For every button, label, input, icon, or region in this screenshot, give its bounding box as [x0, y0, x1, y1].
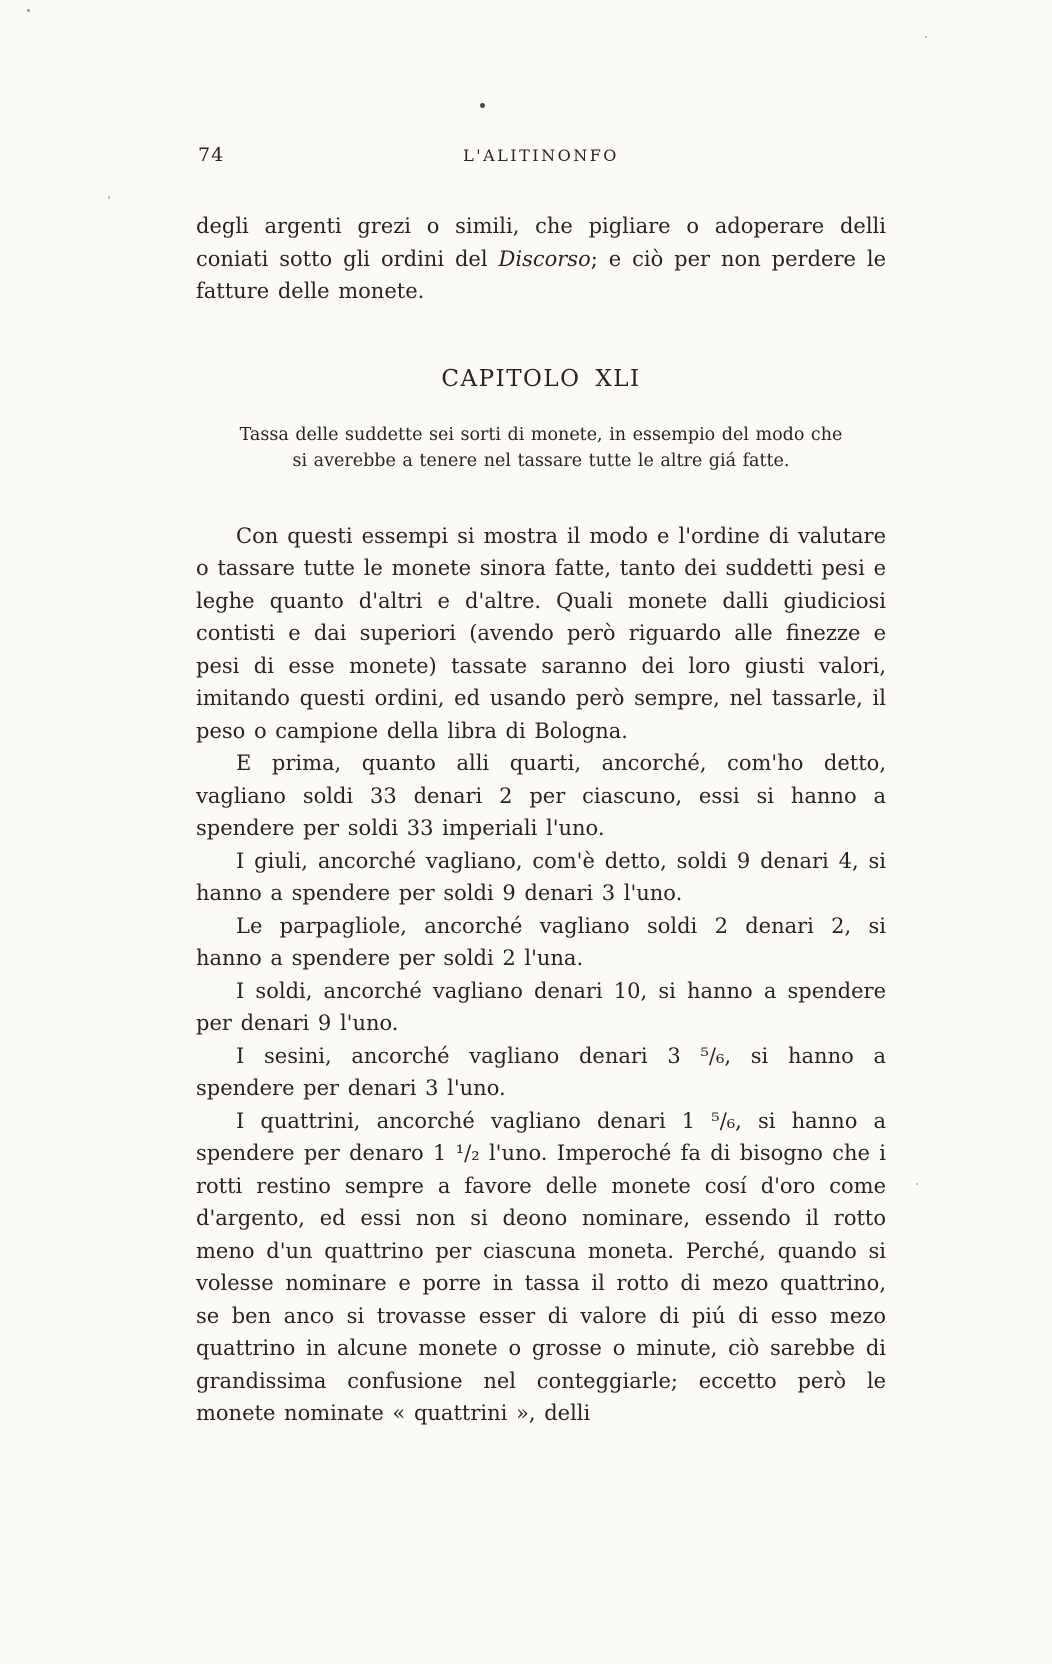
page-header [196, 144, 886, 170]
scan-speck [925, 36, 927, 38]
scan-speck [27, 9, 30, 12]
scan-speck [480, 103, 485, 108]
italic-term-discorso: Discorso [498, 246, 591, 271]
page-number: 74 [198, 144, 225, 166]
continuation-text-post: ; e ciò per non perdere le fatture delle monete. [196, 246, 887, 303]
body-paragraph: I quattrini, ancorché vagliano denari 1 ⁵/₆, si hanno a spendere per denaro 1 ¹/₂ l'uno. Imperoché fa di bisogno che i rotti restino sempre a favore delle monete cosí d'oro come d'argento, ed essi non si deono nominare, essendo il rotto meno d'un quattrino per ciascuna moneta. Perché, quando si volesse nominare e porre in tassa il rotto di mezo quattrino, se ben anco si trovasse esser di valore di piú di esso mezo quattrino in alcune monete o grosse o minute, ciò sarebbe di grandissima confusione nel conteggiarle; eccetto però le monete nominate « quattrini », delli [196, 1108, 886, 1425]
continuation-text-pre: degli argenti grezi o simili, che pigliare o adoperare delli coniati sotto gli ordini del [196, 214, 886, 271]
body-paragraph: Le parpagliole, ancorché vagliano soldi 2 denari 2, si hanno a spendere per soldi 2 l'una. [196, 913, 886, 970]
chapter-title: CAPITOLO XLI [441, 365, 641, 392]
text-block [196, 144, 886, 1430]
body-paragraph: I soldi, ancorché vagliano denari 10, si hanno a spendere per denari 9 l'uno. [196, 978, 886, 1035]
body-paragraph: I sesini, ancorché vagliano denari 3 ⁵/₆, si hanno a spendere per denari 3 l'uno. [196, 1043, 886, 1100]
paragraph-continuation [196, 210, 886, 308]
scan-speck [916, 1183, 918, 1185]
running-header: L'ALITINONFO [463, 146, 619, 165]
body-paragraph: E prima, quanto alli quarti, ancorché, com'ho detto, vagliano soldi 33 denari 2 per ciascuno, essi si hanno a spendere per soldi 33 imperiali l'uno. [196, 751, 886, 840]
scan-speck [108, 196, 110, 199]
body-paragraph: I giuli, ancorché vagliano, com'è detto, soldi 9 denari 4, si hanno a spendere per soldi 9 denari 3 l'uno. [196, 848, 886, 905]
body-paragraph: Con questi essempi si mostra il modo e l'ordine di valutare o tassare tutte le monete sinora fatte, tanto dei suddetti pesi e leghe quanto d'altri e d'altre. Quali monete dalli giudiciosi contisti e dai superiori (avendo però riguardo alle finezze e pesi di esse monete) tassate saranno dei loro giusti valori, imitando questi ordini, ed usando però sempre, nel tassarle, il peso o campione della libra di Bologna. [196, 523, 886, 743]
chapter-subtitle: Tassa delle suddette sei sorti di monete, in essempio del modo che si averebbe a tenere nel tassare tutte le altre giá fatte. [239, 424, 843, 471]
